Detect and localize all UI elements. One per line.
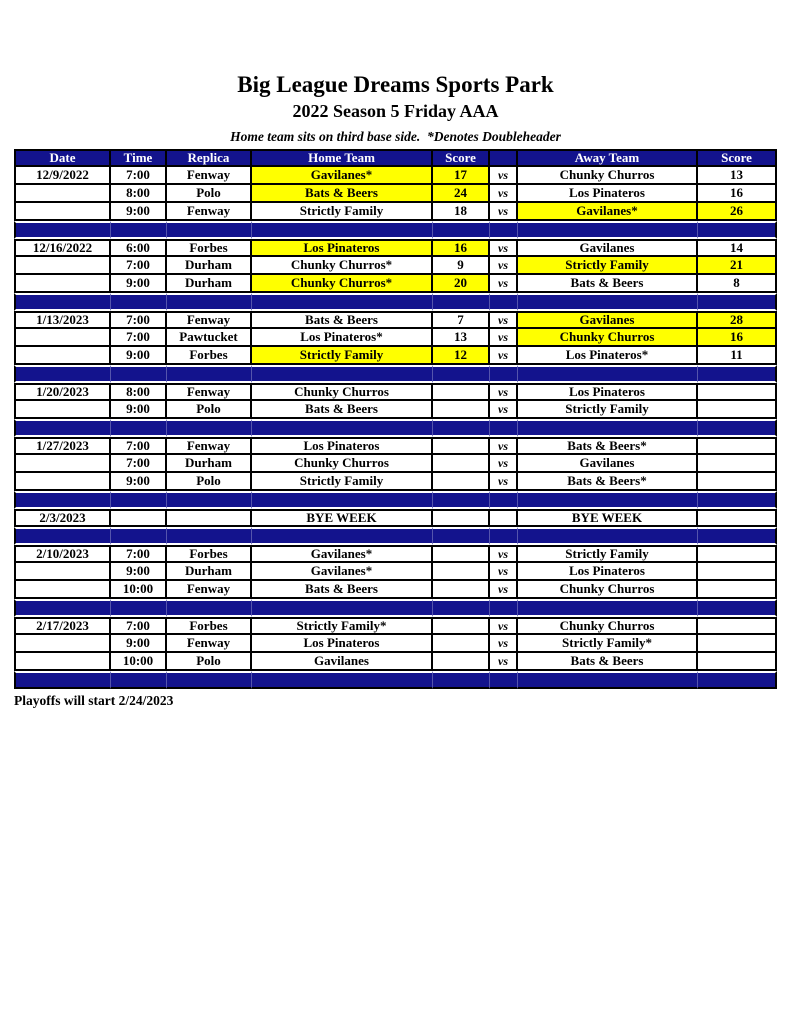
separator-cell [111, 491, 167, 509]
time-cell: 6:00 [111, 239, 167, 257]
home-score-cell [433, 473, 490, 491]
away-score-cell [698, 653, 777, 671]
vs-cell: vs [490, 275, 518, 293]
away-score-cell [698, 635, 777, 653]
away-team-cell: Bats & Beers [518, 653, 698, 671]
separator-row [14, 599, 777, 617]
vs-cell: vs [490, 311, 518, 329]
home-team-cell: BYE WEEK [252, 509, 433, 527]
date-cell [14, 329, 111, 347]
time-cell: 9:00 [111, 473, 167, 491]
separator-cell [252, 671, 433, 689]
date-cell: 1/13/2023 [14, 311, 111, 329]
time-cell: 7:00 [111, 167, 167, 185]
replica-cell: Forbes [167, 545, 252, 563]
schedule-body [14, 167, 777, 689]
replica-cell: Pawtucket [167, 329, 252, 347]
vs-cell: vs [490, 617, 518, 635]
bye-row [14, 509, 777, 527]
vs-cell: vs [490, 347, 518, 365]
away-score-cell [698, 473, 777, 491]
date-cell [14, 581, 111, 599]
game-row [14, 455, 777, 473]
replica-cell: Fenway [167, 635, 252, 653]
away-score-cell: 28 [698, 311, 777, 329]
away-score-cell: 13 [698, 167, 777, 185]
separator-cell [14, 527, 111, 545]
game-row [14, 185, 777, 203]
game-row [14, 653, 777, 671]
separator-cell [14, 365, 111, 383]
replica-cell: Fenway [167, 203, 252, 221]
away-score-cell [698, 563, 777, 581]
date-cell [14, 563, 111, 581]
separator-cell [518, 365, 698, 383]
home-score-cell [433, 635, 490, 653]
home-score-cell: 7 [433, 311, 490, 329]
separator-cell [490, 293, 518, 311]
replica-cell: Fenway [167, 311, 252, 329]
time-cell: 7:00 [111, 311, 167, 329]
home-score-cell [433, 455, 490, 473]
vs-cell: vs [490, 563, 518, 581]
away-score-cell: 8 [698, 275, 777, 293]
date-cell [14, 257, 111, 275]
page-subtitle: 2022 Season 5 Friday AAA [292, 101, 499, 121]
separator-cell [490, 527, 518, 545]
home-score-cell [433, 545, 490, 563]
separator-cell [518, 599, 698, 617]
vs-cell: vs [490, 455, 518, 473]
replica-cell: Forbes [167, 239, 252, 257]
time-cell: 9:00 [111, 563, 167, 581]
away-score-cell: 16 [698, 185, 777, 203]
separator-cell [698, 221, 777, 239]
separator-cell [167, 419, 252, 437]
away-score-cell [698, 437, 777, 455]
separator-cell [111, 221, 167, 239]
home-score-cell: 16 [433, 239, 490, 257]
away-team-cell: Strictly Family [518, 545, 698, 563]
home-team-cell: Strictly Family [252, 347, 433, 365]
home-team-cell: Gavilanes* [252, 545, 433, 563]
vs-cell: vs [490, 581, 518, 599]
home-team-note: Home team sits on third base side. *Denotes Doubleheader [230, 129, 561, 144]
time-cell: 7:00 [111, 329, 167, 347]
separator-cell [252, 527, 433, 545]
separator-row [14, 491, 777, 509]
home-team-cell: Los Pinateros* [252, 329, 433, 347]
game-row [14, 437, 777, 455]
away-team-cell: Los Pinateros* [518, 347, 698, 365]
separator-cell [167, 671, 252, 689]
game-row [14, 203, 777, 221]
vs-cell: vs [490, 437, 518, 455]
replica-cell: Forbes [167, 617, 252, 635]
vs-cell: vs [490, 401, 518, 419]
separator-cell [111, 671, 167, 689]
replica-cell: Durham [167, 257, 252, 275]
separator-cell [14, 419, 111, 437]
game-row [14, 581, 777, 599]
separator-cell [14, 599, 111, 617]
home-score-cell [433, 437, 490, 455]
away-team-cell: Los Pinateros [518, 383, 698, 401]
time-cell: 9:00 [111, 401, 167, 419]
separator-cell [490, 419, 518, 437]
home-team-cell: Strictly Family* [252, 617, 433, 635]
time-cell: 7:00 [111, 545, 167, 563]
separator-cell [111, 365, 167, 383]
separator-cell [433, 491, 490, 509]
away-team-cell: Gavilanes [518, 311, 698, 329]
date-cell: 12/9/2022 [14, 167, 111, 185]
header-row [14, 149, 777, 167]
away-score-cell [698, 545, 777, 563]
separator-cell [252, 293, 433, 311]
time-cell: 8:00 [111, 185, 167, 203]
away-score-cell [698, 617, 777, 635]
vs-cell: vs [490, 383, 518, 401]
separator-row [14, 671, 777, 689]
time-cell: 9:00 [111, 635, 167, 653]
home-score-cell: 13 [433, 329, 490, 347]
separator-cell [698, 419, 777, 437]
away-team-cell: Chunky Churros [518, 581, 698, 599]
home-team-cell: Chunky Churros [252, 383, 433, 401]
separator-cell [698, 293, 777, 311]
header-away-team: Away Team [518, 149, 698, 167]
page-title: Big League Dreams Sports Park [237, 72, 554, 97]
game-row [14, 239, 777, 257]
away-score-cell: 14 [698, 239, 777, 257]
home-score-cell [433, 401, 490, 419]
home-score-cell [433, 383, 490, 401]
home-team-cell: Gavilanes* [252, 563, 433, 581]
game-row [14, 257, 777, 275]
home-score-cell: 24 [433, 185, 490, 203]
away-score-cell: 21 [698, 257, 777, 275]
away-team-cell: Strictly Family [518, 257, 698, 275]
header-time: Time [111, 149, 167, 167]
header-home-team: Home Team [252, 149, 433, 167]
separator-cell [698, 671, 777, 689]
game-row [14, 329, 777, 347]
home-team-cell: Bats & Beers [252, 581, 433, 599]
separator-cell [14, 293, 111, 311]
home-team-cell: Bats & Beers [252, 185, 433, 203]
separator-row [14, 419, 777, 437]
schedule-table [14, 149, 777, 689]
away-team-cell: Gavilanes* [518, 203, 698, 221]
date-cell [14, 455, 111, 473]
away-team-cell: Bats & Beers* [518, 473, 698, 491]
away-team-cell: Gavilanes [518, 455, 698, 473]
date-cell: 2/17/2023 [14, 617, 111, 635]
replica-cell: Durham [167, 275, 252, 293]
away-team-cell: Chunky Churros [518, 167, 698, 185]
away-score-cell [698, 383, 777, 401]
separator-cell [433, 365, 490, 383]
separator-cell [698, 491, 777, 509]
time-cell: 10:00 [111, 653, 167, 671]
away-team-cell: BYE WEEK [518, 509, 698, 527]
away-team-cell: Los Pinateros [518, 185, 698, 203]
vs-cell: vs [490, 167, 518, 185]
home-team-cell: Strictly Family [252, 473, 433, 491]
away-score-cell: 16 [698, 329, 777, 347]
game-row [14, 401, 777, 419]
home-score-cell: 12 [433, 347, 490, 365]
separator-row [14, 527, 777, 545]
home-team-cell: Bats & Beers [252, 311, 433, 329]
time-cell: 9:00 [111, 275, 167, 293]
game-row [14, 347, 777, 365]
separator-cell [433, 293, 490, 311]
header-home-score: Score [433, 149, 490, 167]
vs-cell: vs [490, 653, 518, 671]
vs-cell: vs [490, 635, 518, 653]
vs-cell: vs [490, 239, 518, 257]
separator-cell [111, 419, 167, 437]
separator-cell [698, 365, 777, 383]
date-cell [14, 347, 111, 365]
away-team-cell: Chunky Churros [518, 329, 698, 347]
playoffs-note: Playoffs will start 2/24/2023 [14, 693, 174, 708]
time-cell: 7:00 [111, 437, 167, 455]
header-replica: Replica [167, 149, 252, 167]
separator-cell [252, 419, 433, 437]
away-score-cell: 26 [698, 203, 777, 221]
time-cell [111, 509, 167, 527]
game-row [14, 311, 777, 329]
replica-cell: Polo [167, 653, 252, 671]
separator-cell [252, 365, 433, 383]
vs-cell: vs [490, 329, 518, 347]
separator-row [14, 221, 777, 239]
away-score-cell: 11 [698, 347, 777, 365]
separator-cell [167, 599, 252, 617]
time-cell: 7:00 [111, 257, 167, 275]
header-away-score: Score [698, 149, 777, 167]
separator-cell [518, 293, 698, 311]
vs-cell: vs [490, 203, 518, 221]
separator-row [14, 293, 777, 311]
separator-cell [252, 599, 433, 617]
separator-cell [433, 419, 490, 437]
separator-cell [433, 599, 490, 617]
vs-cell [490, 509, 518, 527]
home-team-cell: Strictly Family [252, 203, 433, 221]
time-cell: 9:00 [111, 203, 167, 221]
away-team-cell: Strictly Family* [518, 635, 698, 653]
game-row [14, 635, 777, 653]
replica-cell [167, 509, 252, 527]
replica-cell: Polo [167, 401, 252, 419]
time-cell: 10:00 [111, 581, 167, 599]
replica-cell: Polo [167, 473, 252, 491]
game-row [14, 617, 777, 635]
separator-cell [698, 527, 777, 545]
replica-cell: Fenway [167, 581, 252, 599]
vs-cell: vs [490, 473, 518, 491]
separator-cell [433, 221, 490, 239]
home-team-cell: Los Pinateros [252, 239, 433, 257]
date-cell: 1/27/2023 [14, 437, 111, 455]
time-cell: 9:00 [111, 347, 167, 365]
away-score-cell [698, 509, 777, 527]
home-score-cell [433, 563, 490, 581]
game-row [14, 383, 777, 401]
separator-cell [167, 221, 252, 239]
replica-cell: Fenway [167, 437, 252, 455]
separator-cell [490, 491, 518, 509]
game-row [14, 167, 777, 185]
away-team-cell: Los Pinateros [518, 563, 698, 581]
date-cell: 2/3/2023 [14, 509, 111, 527]
separator-cell [167, 293, 252, 311]
separator-cell [167, 365, 252, 383]
header-vs-spacer [490, 149, 518, 167]
time-cell: 7:00 [111, 617, 167, 635]
separator-cell [111, 293, 167, 311]
separator-cell [518, 491, 698, 509]
separator-cell [518, 527, 698, 545]
separator-cell [111, 599, 167, 617]
separator-cell [518, 671, 698, 689]
home-score-cell: 9 [433, 257, 490, 275]
date-cell [14, 635, 111, 653]
home-score-cell: 18 [433, 203, 490, 221]
away-team-cell: Bats & Beers* [518, 437, 698, 455]
away-team-cell: Gavilanes [518, 239, 698, 257]
away-team-cell: Bats & Beers [518, 275, 698, 293]
separator-cell [698, 599, 777, 617]
home-score-cell [433, 617, 490, 635]
separator-row [14, 365, 777, 383]
home-score-cell: 20 [433, 275, 490, 293]
replica-cell: Polo [167, 185, 252, 203]
away-score-cell [698, 455, 777, 473]
vs-cell: vs [490, 257, 518, 275]
game-row [14, 545, 777, 563]
replica-cell: Fenway [167, 383, 252, 401]
separator-cell [167, 527, 252, 545]
home-team-cell: Gavilanes* [252, 167, 433, 185]
game-row [14, 563, 777, 581]
separator-cell [518, 419, 698, 437]
date-cell: 12/16/2022 [14, 239, 111, 257]
home-score-cell: 17 [433, 167, 490, 185]
home-team-cell: Los Pinateros [252, 635, 433, 653]
home-team-cell: Chunky Churros* [252, 275, 433, 293]
date-cell [14, 185, 111, 203]
vs-cell: vs [490, 545, 518, 563]
separator-cell [433, 671, 490, 689]
home-team-cell: Gavilanes [252, 653, 433, 671]
separator-cell [167, 491, 252, 509]
away-team-cell: Strictly Family [518, 401, 698, 419]
separator-cell [14, 491, 111, 509]
home-score-cell [433, 653, 490, 671]
separator-cell [252, 491, 433, 509]
separator-cell [490, 599, 518, 617]
game-row [14, 275, 777, 293]
date-cell: 2/10/2023 [14, 545, 111, 563]
separator-cell [111, 527, 167, 545]
replica-cell: Fenway [167, 167, 252, 185]
date-cell [14, 401, 111, 419]
home-team-cell: Los Pinateros [252, 437, 433, 455]
date-cell [14, 275, 111, 293]
time-cell: 8:00 [111, 383, 167, 401]
home-team-cell: Chunky Churros* [252, 257, 433, 275]
away-score-cell [698, 401, 777, 419]
date-cell [14, 203, 111, 221]
separator-cell [14, 671, 111, 689]
replica-cell: Forbes [167, 347, 252, 365]
time-cell: 7:00 [111, 455, 167, 473]
replica-cell: Durham [167, 455, 252, 473]
replica-cell: Durham [167, 563, 252, 581]
separator-cell [490, 365, 518, 383]
date-cell [14, 473, 111, 491]
home-score-cell [433, 509, 490, 527]
away-score-cell [698, 581, 777, 599]
game-row [14, 473, 777, 491]
home-team-cell: Chunky Churros [252, 455, 433, 473]
separator-cell [14, 221, 111, 239]
separator-cell [433, 527, 490, 545]
header-date: Date [14, 149, 111, 167]
separator-cell [252, 221, 433, 239]
date-cell [14, 653, 111, 671]
home-team-cell: Bats & Beers [252, 401, 433, 419]
away-team-cell: Chunky Churros [518, 617, 698, 635]
separator-cell [518, 221, 698, 239]
separator-cell [490, 671, 518, 689]
separator-cell [490, 221, 518, 239]
date-cell: 1/20/2023 [14, 383, 111, 401]
home-score-cell [433, 581, 490, 599]
vs-cell: vs [490, 185, 518, 203]
